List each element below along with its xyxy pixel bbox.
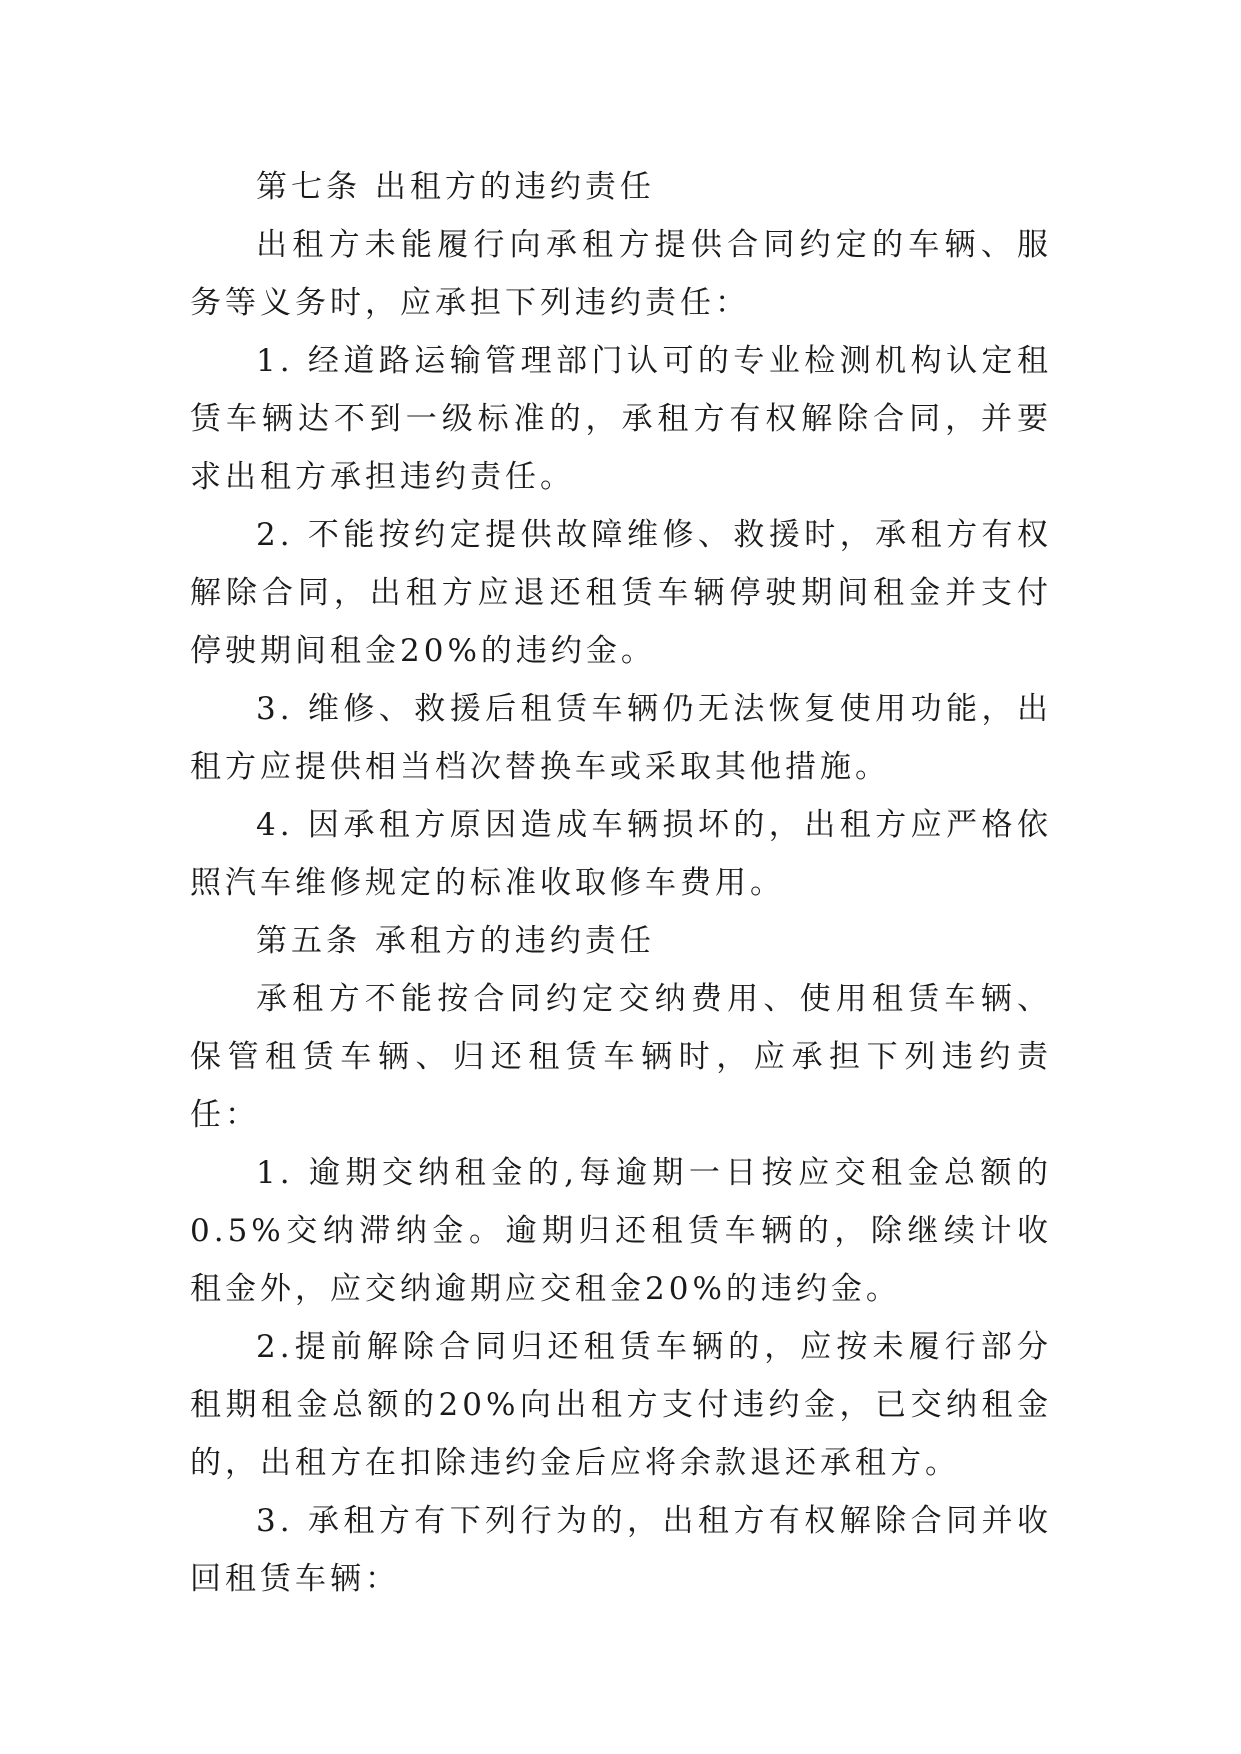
paragraph-lessee-item-1: 1. 逾期交纳租金的,每逾期一日按应交租金总额的0.5%交纳滞纳金。逾期归还租赁车辆的，除继续计收租金外，应交纳逾期应交租金20%的违约金。	[190, 1155, 1052, 1307]
paragraph-lessee-item-3: 3. 承租方有下列行为的，出租方有权解除合同并收回租赁车辆：	[190, 1503, 1052, 1597]
paragraph-lessee-obligations: 承租方不能按合同约定交纳费用、使用租赁车辆、保管租赁车辆、归还租赁车辆时，应承担下列违约责任：	[190, 981, 1052, 1133]
paragraph-lessee-item-2: 2.提前解除合同归还租赁车辆的，应按未履行部分租期租金总额的20%向出租方支付违约金，已交纳租金的，出租方在扣除违约金后应将余款退还承租方。	[190, 1329, 1052, 1481]
paragraph-lessor-item-3: 3. 维修、救援后租赁车辆仍无法恢复使用功能，出租方应提供相当档次替换车或采取其他措施。	[190, 691, 1052, 785]
document-body	[190, 158, 1052, 1608]
paragraph-lessor-item-2: 2. 不能按约定提供故障维修、救援时，承租方有权解除合同，出租方应退还租赁车辆停驶期间租金并支付停驶期间租金20%的违约金。	[190, 517, 1052, 669]
paragraph-lessor-item-4: 4. 因承租方原因造成车辆损坏的，出租方应严格依照汽车维修规定的标准收取修车费用。	[190, 807, 1052, 901]
article-heading-seven: 第七条 出租方的违约责任	[256, 169, 655, 205]
paragraph-lessor-item-1: 1. 经道路运输管理部门认可的专业检测机构认定租赁车辆达不到一级标准的，承租方有权解除合同，并要求出租方承担违约责任。	[190, 343, 1052, 495]
article-heading-five: 第五条 承租方的违约责任	[256, 923, 655, 959]
paragraph-lessor-obligations: 出租方未能履行向承租方提供合同约定的车辆、服务等义务时，应承担下列违约责任：	[190, 227, 1052, 321]
